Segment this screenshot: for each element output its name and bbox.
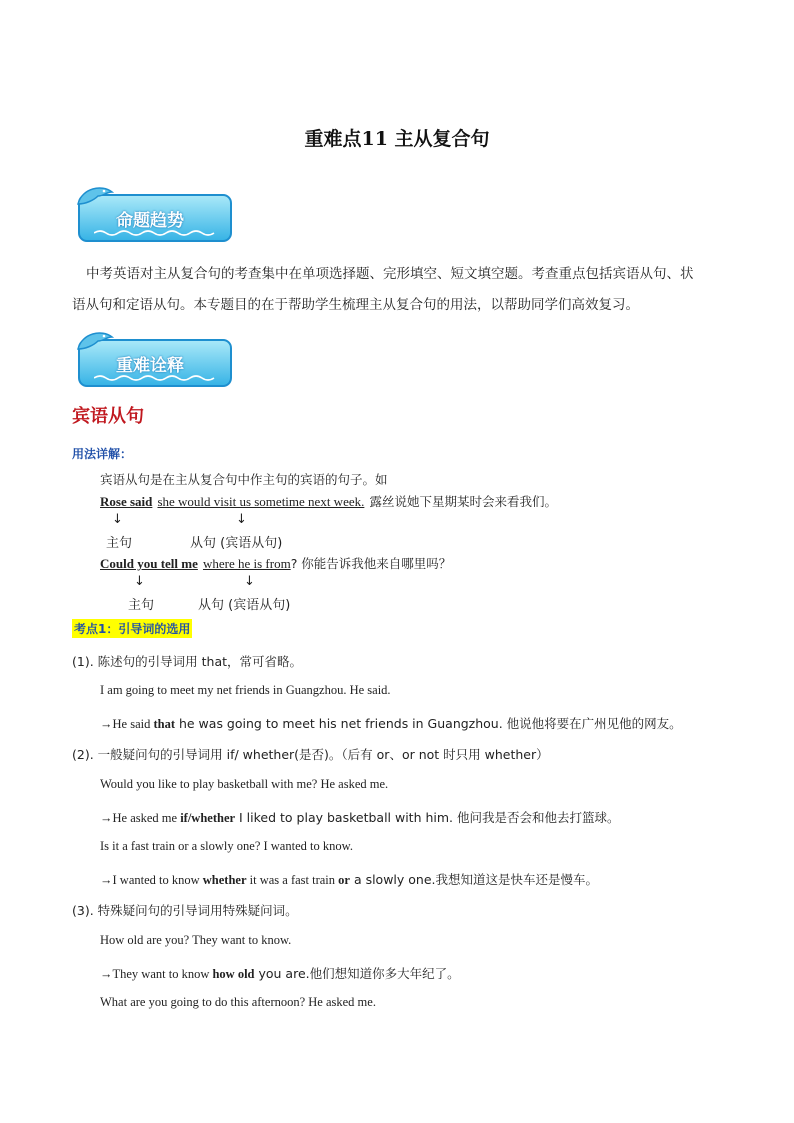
dolphin-icon [74, 327, 116, 357]
example-1-sentence [100, 491, 557, 510]
rule-2-answer-2: →I wanted to know whether it was a fast train or a slowly one.我想知道这是快车还是慢车。 [100, 872, 599, 887]
label-sub-clause: 从句 (宾语从句) [198, 598, 291, 613]
rule-3-heading: (3). 特殊疑问句的引导词用特殊疑问词。 [72, 903, 298, 918]
rule-2-answer-1: →He asked me if/whether I liked to play basketball with him. 他问我是否会和他去打篮球。 [100, 810, 620, 825]
intro-line-2: 语从句和定语从句。本专题目的在于帮助学生梳理主从复合句的用法，以帮助同学们高效复习。 [72, 297, 639, 313]
key-point-highlight: 考点1：引导词的选用 [72, 619, 192, 638]
banner-label: 命题趋势 [116, 211, 184, 231]
arrow-down-icon: ↓ [244, 574, 255, 589]
arrow-down-icon: ↓ [112, 512, 123, 527]
section-heading: 宾语从句 [72, 406, 144, 427]
rule-3-answer-1: →They want to know how old you are.他们想知道你多大年纪了。 [100, 966, 460, 981]
label-main-clause: 主句 [128, 598, 155, 613]
example-sub-clause: where he is from [202, 556, 291, 571]
example-main-clause: Rose said [100, 494, 153, 509]
page-title: 重难点11 主从复合句 [304, 128, 490, 150]
rule-1-answer: →He said that he was going to meet his net friends in Guangzhou. 他说他将要在广州见他的网友。 [100, 716, 682, 731]
rule-3-example-2: What are you going to do this afternoon? He asked me. [100, 995, 376, 1009]
example-sub-clause: she would visit us sometime next week. [157, 494, 365, 509]
rule-3-example-1: How old are you? They want to know. [100, 933, 292, 947]
label-sub-clause: 从句 (宾语从句) [190, 536, 283, 551]
rule-2-heading: (2). 一般疑问句的引导词用 if/ whether(是否)。（后有 or、or not 时只用 whether） [72, 747, 549, 762]
wave-decoration [94, 229, 218, 237]
banner-label: 重难诠释 [116, 356, 184, 376]
arrow-down-icon: ↓ [134, 574, 145, 589]
label-main-clause: 主句 [106, 536, 133, 551]
example-main-clause: Could you tell me [100, 556, 198, 571]
rule-2-example-1: Would you like to play basketball with me? He asked me. [100, 777, 389, 791]
usage-label: 用法详解： [72, 447, 133, 461]
example-translation: 露丝说她下星期某时会来看我们。 [369, 494, 557, 509]
wave-decoration [94, 374, 218, 382]
rule-2-example-2: Is it a fast train or a slowly one? I wanted to know. [100, 839, 353, 853]
rule-1-example: I am going to meet my net friends in Guangzhou. He said. [100, 683, 391, 697]
example-2-sentence [100, 553, 451, 572]
arrow-down-icon: ↓ [236, 512, 247, 527]
definition-text: 宾语从句是在主从复合句中作主句的宾语的句子。如 [100, 472, 388, 487]
intro-line-1: 中考英语对主从复合句的考查集中在单项选择题、完形填空、短文填空题。考查重点包括宾语从句、状 [86, 266, 694, 282]
section-banner-explain [78, 339, 232, 387]
section-banner-trend [78, 194, 232, 242]
example-translation: ? 你能告诉我他来自哪里吗？ [290, 556, 452, 571]
rule-1-heading: (1). 陈述句的引导词用 that，常可省略。 [72, 654, 303, 669]
dolphin-icon [74, 182, 116, 212]
